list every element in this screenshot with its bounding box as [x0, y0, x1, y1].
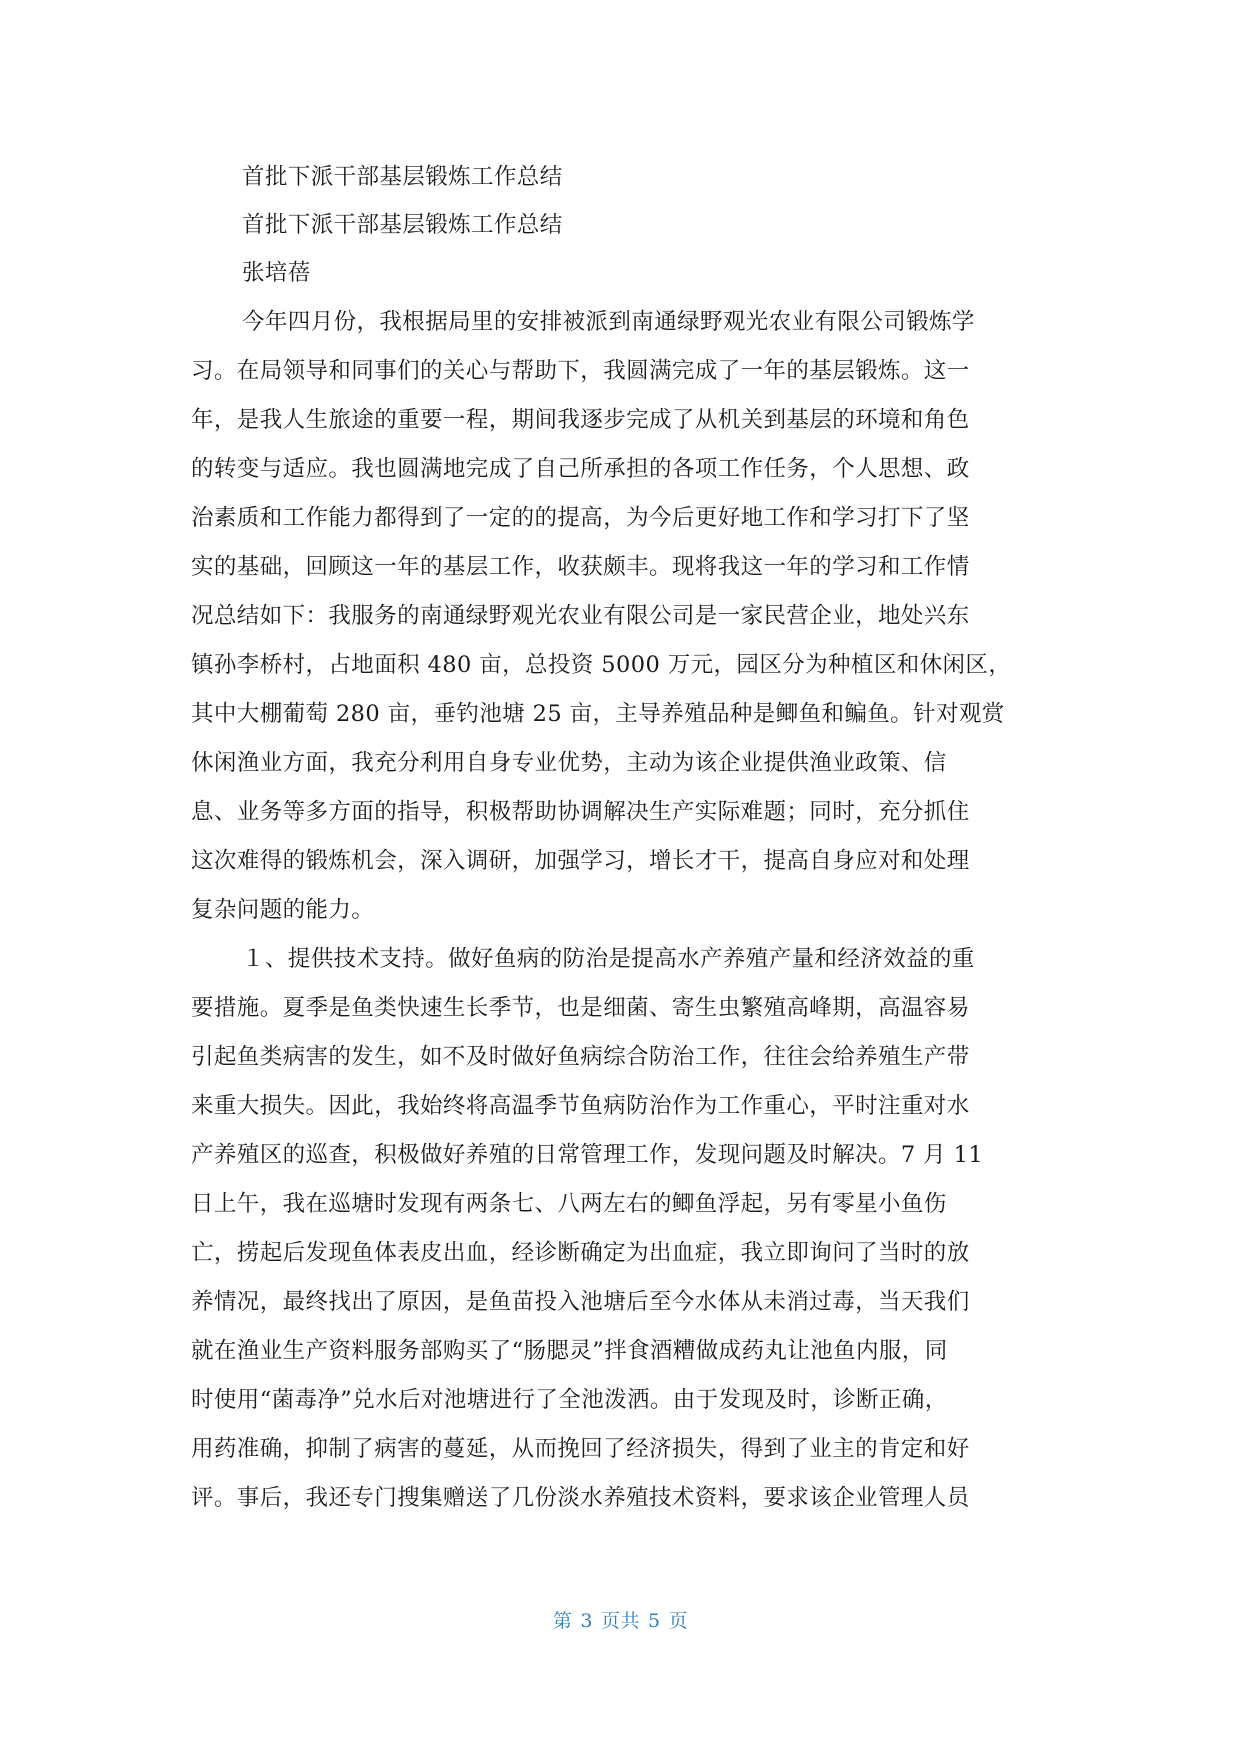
- current-page-number: 3: [580, 1610, 593, 1632]
- paragraph-1-line: 习。在局领导和同事们的关心与帮助下，我圆满完成了一年的基层锻炼。这一: [191, 358, 970, 384]
- document-title: 首批下派干部基层锻炼工作总结: [242, 164, 563, 190]
- paragraph-2-line: 亡，捞起后发现鱼体表皮出血，经诊断确定为出血症，我立即询问了当时的放: [191, 1240, 970, 1266]
- paragraph-1-line: 休闲渔业方面，我充分利用自身专业优势，主动为该企业提供渔业政策、信: [191, 750, 947, 776]
- paragraph-1-line: 镇孙李桥村，占地面积 480 亩，总投资 5000 万元，园区分为种植区和休闲区，: [191, 652, 1012, 678]
- paragraph-1-line: 其中大棚葡萄 280 亩，垂钓池塘 25 亩，主导养殖品种是鲫鱼和鳊鱼。针对观赏: [191, 701, 1005, 727]
- paragraph-2-line: 要措施。夏季是鱼类快速生长季节，也是细菌、寄生虫繁殖高峰期，高温容易: [191, 995, 970, 1021]
- paragraph-2-line: 来重大损失。因此，我始终将高温季节鱼病防治作为工作重心，平时注重对水: [191, 1093, 970, 1119]
- paragraph-1-line: 年，是我人生旅途的重要一程，期间我逐步完成了从机关到基层的环境和角色: [191, 407, 970, 433]
- footer-middle: 页共: [600, 1610, 640, 1632]
- paragraph-1-line: 治素质和工作能力都得到了一定的的提高，为今后更好地工作和学习打下了坚: [191, 505, 970, 531]
- paragraph-1-line: 的转变与适应。我也圆满地完成了自己所承担的各项工作任务，个人思想、政: [191, 456, 970, 482]
- paragraph-1-line: 复杂问题的能力。: [191, 897, 375, 923]
- paragraph-2-line: 就在渔业生产资料服务部购买了“肠腮灵”拌食酒糟做成药丸让池鱼内服，同: [191, 1338, 948, 1364]
- paragraph-1-line: 况总结如下：我服务的南通绿野观光农业有限公司是一家民营企业，地处兴东: [191, 603, 970, 629]
- footer-suffix: 页: [668, 1610, 689, 1632]
- page-number-footer: [0, 1606, 1241, 1633]
- paragraph-2-line: 用药准确，抑制了病害的蔓延，从而挽回了经济损失，得到了业主的肯定和好: [191, 1436, 970, 1462]
- paragraph-2-line: １、提供技术支持。做好鱼病的防治是提高水产养殖产量和经济效益的重: [242, 946, 975, 972]
- paragraph-2-line: 养情况，最终找出了原因，是鱼苗投入池塘后至今水体从未消过毒，当天我们: [191, 1289, 970, 1315]
- author-name: 张培蓓: [242, 260, 311, 286]
- paragraph-2-line: 产养殖区的巡查，积极做好养殖的日常管理工作，发现问题及时解决。7 月 11: [191, 1142, 984, 1168]
- paragraph-1-line: 今年四月份，我根据局里的安排被派到南通绿野观光农业有限公司锻炼学: [242, 309, 975, 335]
- paragraph-2-line: 日上午，我在巡塘时发现有两条七、八两左右的鲫鱼浮起，另有零星小鱼伤: [191, 1191, 947, 1217]
- paragraph-2-line: 时使用“菌毒净”兑水后对池塘进行了全池泼洒。由于发现及时，诊断正确，: [191, 1387, 948, 1413]
- total-page-count: 5: [648, 1610, 661, 1632]
- footer-prefix: 第: [552, 1610, 573, 1632]
- paragraph-1-line: 实的基础，回顾这一年的基层工作，收获颇丰。现将我这一年的学习和工作情: [191, 554, 970, 580]
- paragraph-2-line: 评。事后，我还专门搜集赠送了几份淡水养殖技术资料，要求该企业管理人员: [191, 1485, 970, 1511]
- paragraph-1-line: 这次难得的锻炼机会，深入调研，加强学习，增长才干，提高自身应对和处理: [191, 848, 970, 874]
- paragraph-1-line: 息、业务等多方面的指导，积极帮助协调解决生产实际难题；同时，充分抓住: [191, 799, 970, 825]
- document-subtitle: 首批下派干部基层锻炼工作总结: [242, 212, 563, 238]
- paragraph-2-line: 引起鱼类病害的发生，如不及时做好鱼病综合防治工作，往往会给养殖生产带: [191, 1044, 970, 1070]
